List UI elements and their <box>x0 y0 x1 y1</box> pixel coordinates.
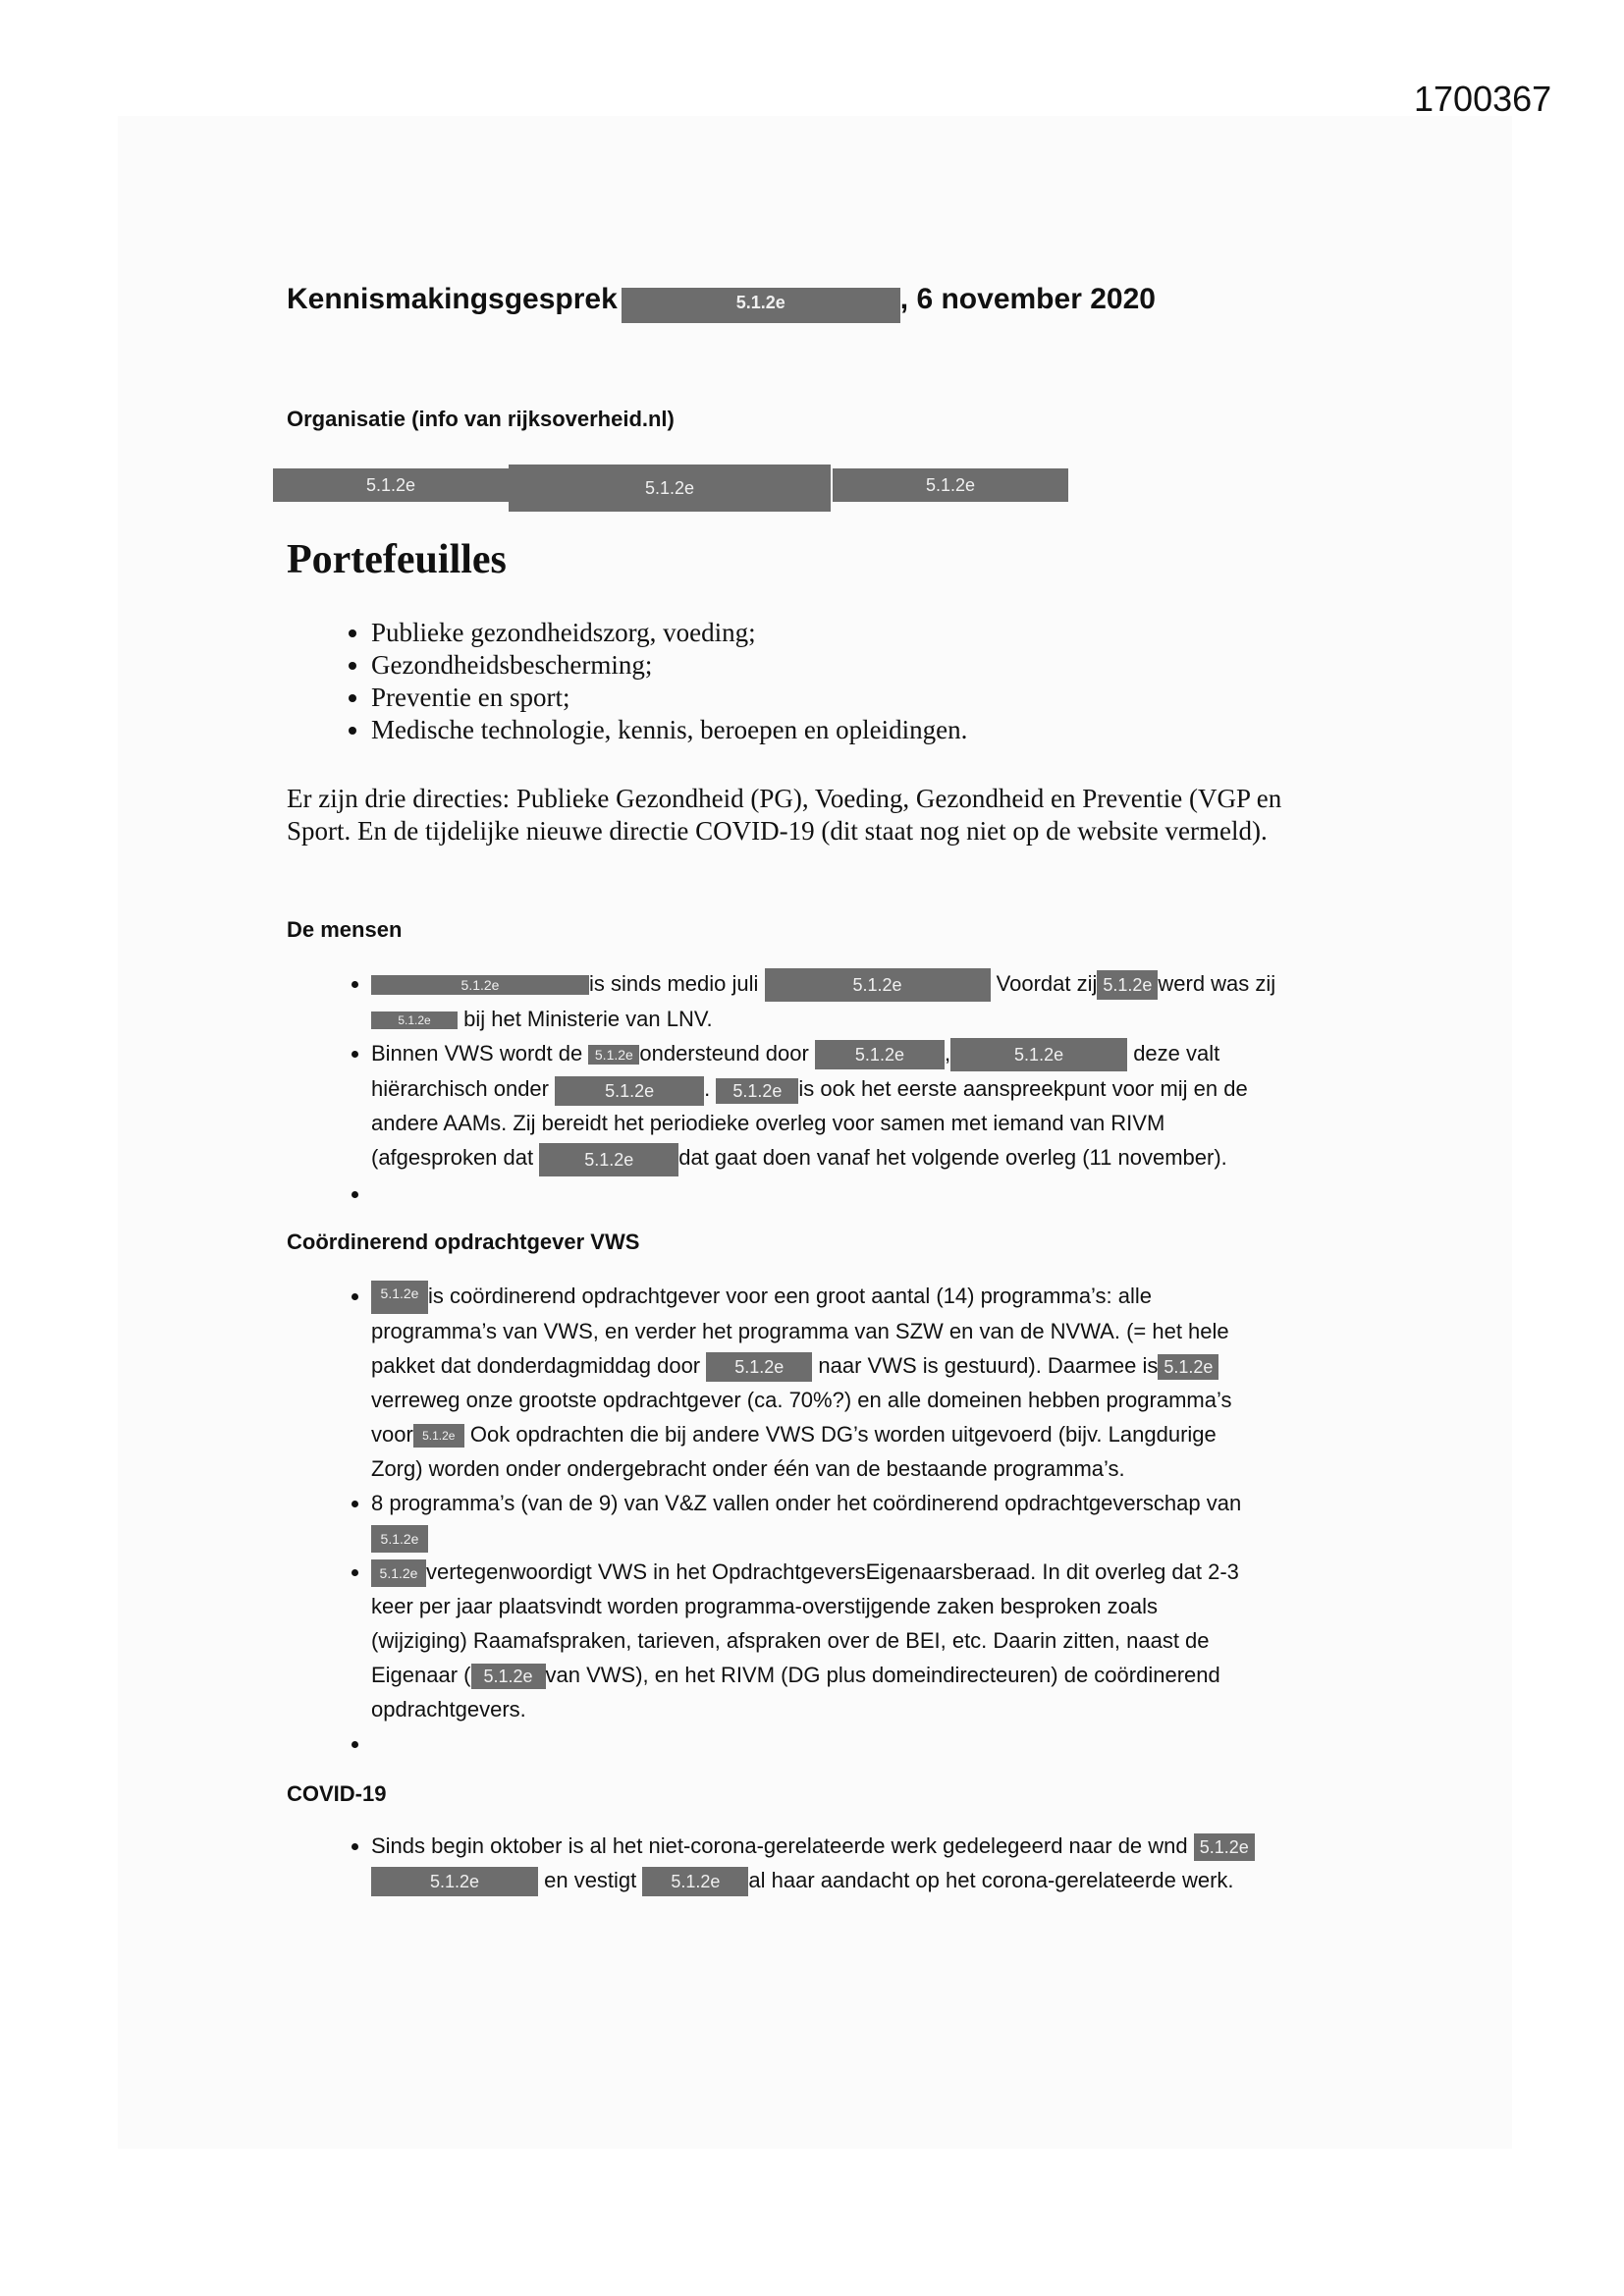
covid-list <box>324 1829 1373 1897</box>
list-item: • Sinds begin oktober is al het niet-corona-gerelateerde werk gedelegeerd naar de wnd 5.1.2e 5.1.2e en vestigt 5.1.2e al haar aandacht op het corona-gerelateerde werk. <box>371 1829 1373 1897</box>
document-title <box>287 283 1156 323</box>
redaction: 5.1.2e <box>371 975 589 995</box>
opdrachtgever-heading: Coördinerend opdrachtgever VWS <box>287 1230 640 1254</box>
redaction: 5.1.2e <box>815 1040 945 1069</box>
redaction: 5.1.2e <box>371 1525 428 1553</box>
portefeuilles-heading: Portefeuilles <box>287 537 507 582</box>
redaction: 5.1.2e <box>413 1424 464 1448</box>
list-item: • 8 programma’s (van de 9) van V&Z vallen onder het coördinerend opdrachtgeverschap van 5.1.2e <box>371 1486 1373 1555</box>
redaction: 5.1.2e <box>765 968 991 1002</box>
redaction: 5.1.2e <box>371 1281 428 1314</box>
list-item: • Preventie en sport; <box>371 682 967 714</box>
redaction: 5.1.2e <box>555 1076 704 1106</box>
list-item-empty <box>371 1176 1373 1211</box>
redaction: 5.1.2e <box>471 1664 546 1689</box>
organisation-heading: Organisatie (info van rijksoverheid.nl) <box>287 407 675 431</box>
redaction: 5.1.2e <box>371 1867 538 1896</box>
directies-paragraph: Er zijn drie directies: Publieke Gezondheid (PG), Voeding, Gezondheid en Preventie (VGP en Sport. En de tijdelijke nieuwe directie COVID-19 (dit staat nog niet op de website vermeld). <box>287 784 1282 846</box>
redaction: 5.1.2e <box>706 1352 812 1382</box>
redaction: 5.1.2e <box>588 1045 639 1065</box>
list-item: • Gezondheidsbescherming; <box>371 649 967 682</box>
title-prefix: Kennismakingsgesprek <box>287 283 618 315</box>
redaction: 5.1.2e <box>509 465 831 512</box>
title-date: , 6 november 2020 <box>899 283 1156 315</box>
de-mensen-heading: De mensen <box>287 917 403 942</box>
list-item-empty <box>371 1726 1373 1761</box>
redaction: 5.1.2e <box>642 1867 748 1896</box>
redaction: 5.1.2e <box>539 1143 678 1176</box>
list-item: • 5.1.2e is coördinerend opdrachtgever voor een groot aantal (14) programma’s: alle programma’s van VWS, en verder het programma van SZW en van de NVWA. (= het hele pakket dat donderdagmiddag door 5.1.2e naar VWS is gestuurd). Daarmee is 5.1.2e verreweg onze grootste opdrachtgever (ca. 70%?) en alle domeinen hebben programma’s voor 5.1.2e Ook opdrachten die bij andere VWS DG’s worden uitgevoerd (bijv. Langdurige Zorg) worden onder ondergebracht onder één van de bestaande programma’s. <box>371 1279 1373 1486</box>
redaction: 5.1.2e <box>622 288 900 323</box>
redaction: 5.1.2e <box>1158 1354 1218 1380</box>
redaction: 5.1.2e <box>716 1078 798 1104</box>
opdrachtgever-list <box>324 1279 1373 1761</box>
document-id: 1700367 <box>1414 79 1552 119</box>
list-item: • Binnen VWS wordt de 5.1.2e ondersteund door 5.1.2e , 5.1.2e deze valt hiërarchisch onder 5.1.2e . 5.1.2e is ook het eerste aanspreekpunt voor mij en de andere AAMs. Zij bereidt het periodieke overleg voor samen met iemand van RIVM (afgesproken dat 5.1.2e dat gaat doen vanaf het volgende overleg (11 november). <box>371 1036 1373 1175</box>
de-mensen-list <box>324 966 1373 1211</box>
list-item: • 5.1.2e vertegenwoordigt VWS in het OpdrachtgeversEigenaarsberaad. In dit overleg dat 2-3 keer per jaar plaatsvindt worden programma-overstijgende zaken besproken zoals (wijziging) Raamafspraken, tarieven, afspraken over de BEI, etc. Daarin zitten, naast de Eigenaar ( 5.1.2e van VWS), en het RIVM (DG plus domeindirecteuren) de coördinerend opdrachtgevers. <box>371 1555 1373 1726</box>
list-item: • 5.1.2e is sinds medio juli 5.1.2e Voordat zij 5.1.2e werd was zij 5.1.2e bij het Ministerie van LNV. <box>371 966 1373 1036</box>
redaction: 5.1.2e <box>371 1011 458 1029</box>
redaction: 5.1.2e <box>273 468 509 502</box>
redaction: 5.1.2e <box>371 1559 426 1587</box>
list-item: • Publieke gezondheidszorg, voeding; <box>371 617 967 649</box>
redaction: 5.1.2e <box>1097 970 1158 1000</box>
redaction: 5.1.2e <box>833 468 1068 502</box>
list-item: • Medische technologie, kennis, beroepen en opleidingen. <box>371 714 967 746</box>
portefeuilles-list <box>324 617 967 746</box>
redaction: 5.1.2e <box>950 1038 1127 1071</box>
covid-heading: COVID-19 <box>287 1781 387 1806</box>
redaction: 5.1.2e <box>1194 1833 1255 1861</box>
